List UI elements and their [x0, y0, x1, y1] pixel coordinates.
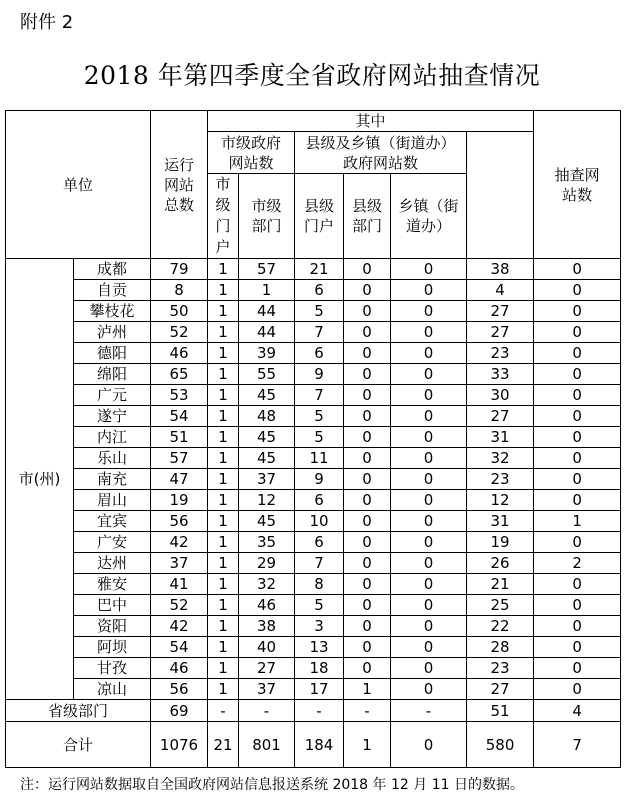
- cell-city-portal: 1: [208, 343, 239, 364]
- cell-city-portal: 1: [208, 595, 239, 616]
- cell-township: 0: [391, 722, 467, 768]
- cell-county-dept: 0: [344, 448, 391, 469]
- cell-total: 42: [151, 616, 208, 637]
- cell-county-dept: 0: [344, 385, 391, 406]
- cell-checked: 27: [467, 322, 534, 343]
- cell-county-dept: 0: [344, 511, 391, 532]
- cell-total: 50: [151, 301, 208, 322]
- table-row: [6, 553, 621, 574]
- cell-township: 0: [391, 553, 467, 574]
- cell-city-name: 攀枝花: [74, 301, 151, 322]
- cell-problem: 7: [534, 722, 621, 768]
- table-row: [6, 595, 621, 616]
- cell-county-dept: -: [344, 700, 391, 722]
- cell-total: 41: [151, 574, 208, 595]
- table-row: [6, 490, 621, 511]
- footnote: 注：运行网站数据取自全国政府网站信息报送系统 2018 年 12 月 11 日的数据。: [20, 777, 524, 793]
- cell-city-dept: 39: [239, 343, 295, 364]
- header-county-group: 县级及乡镇（街道办）政府网站数: [295, 132, 467, 174]
- provincial-row: [6, 700, 621, 722]
- cell-township: 0: [391, 385, 467, 406]
- cell-county-dept: 0: [344, 280, 391, 301]
- cell-city-name: 雅安: [74, 574, 151, 595]
- table-row: [6, 280, 621, 301]
- cell-county-portal: 7: [295, 553, 344, 574]
- cell-city-name: 宜宾: [74, 511, 151, 532]
- cell-city-dept: 40: [239, 637, 295, 658]
- cell-township: 0: [391, 322, 467, 343]
- cell-county-portal: 8: [295, 574, 344, 595]
- cell-problem: 0: [534, 532, 621, 553]
- table-row: [6, 532, 621, 553]
- cell-city-portal: 1: [208, 679, 239, 700]
- table-row: [6, 364, 621, 385]
- cell-city-dept: 46: [239, 595, 295, 616]
- cell-city-portal: 1: [208, 532, 239, 553]
- document-title: 2018 年第四季度全省政府网站抽查情况: [83, 61, 541, 90]
- cell-checked: 23: [467, 658, 534, 679]
- inspection-table: [5, 110, 621, 768]
- cell-county-portal: 6: [295, 490, 344, 511]
- cell-county-dept: 0: [344, 301, 391, 322]
- cell-city-portal: 1: [208, 259, 239, 280]
- cell-township: 0: [391, 616, 467, 637]
- cell-city-name: 南充: [74, 469, 151, 490]
- cell-city-portal: 1: [208, 469, 239, 490]
- cell-problem: 0: [534, 490, 621, 511]
- cell-city-portal: 1: [208, 511, 239, 532]
- cell-township: -: [391, 700, 467, 722]
- cell-city-portal: 1: [208, 364, 239, 385]
- cell-county-dept: 0: [344, 574, 391, 595]
- cell-city-name: 凉山: [74, 679, 151, 700]
- cell-township: 0: [391, 679, 467, 700]
- cell-problem: 0: [534, 616, 621, 637]
- cell-township: 0: [391, 301, 467, 322]
- cell-problem: 4: [534, 700, 621, 722]
- cell-county-portal: 7: [295, 322, 344, 343]
- cell-city-name: 绵阳: [74, 364, 151, 385]
- cell-city-name: 达州: [74, 553, 151, 574]
- cell-city-name: 阿坝: [74, 637, 151, 658]
- cell-problem: 0: [534, 637, 621, 658]
- table-row: [6, 301, 621, 322]
- cell-county-portal: 11: [295, 448, 344, 469]
- header-city-portal: 市级门户: [208, 174, 239, 259]
- cell-city-name: 自贡: [74, 280, 151, 301]
- cell-problem: 2: [534, 553, 621, 574]
- table-row: [6, 343, 621, 364]
- cell-problem: 0: [534, 595, 621, 616]
- cell-county-portal: 5: [295, 595, 344, 616]
- cell-township: 0: [391, 469, 467, 490]
- cell-county-portal: 10: [295, 511, 344, 532]
- cell-county-dept: 0: [344, 427, 391, 448]
- cell-total: 52: [151, 322, 208, 343]
- cell-city-name: 广元: [74, 385, 151, 406]
- cell-city-dept: -: [239, 700, 295, 722]
- table-row: [6, 385, 621, 406]
- cell-city-portal: 1: [208, 658, 239, 679]
- cell-county-dept: 0: [344, 469, 391, 490]
- provincial-label: 省级部门: [6, 700, 151, 722]
- cell-problem: 0: [534, 385, 621, 406]
- cell-city-dept: 45: [239, 448, 295, 469]
- cell-township: 0: [391, 406, 467, 427]
- cell-county-dept: 0: [344, 364, 391, 385]
- cell-township: 0: [391, 448, 467, 469]
- cell-checked: 19: [467, 532, 534, 553]
- cell-city-portal: 1: [208, 637, 239, 658]
- cell-city-dept: 32: [239, 574, 295, 595]
- cell-county-dept: 0: [344, 322, 391, 343]
- cell-city-dept: 55: [239, 364, 295, 385]
- cell-city-name: 德阳: [74, 343, 151, 364]
- table-row: [6, 469, 621, 490]
- cell-city-portal: 1: [208, 448, 239, 469]
- cell-city-name: 资阳: [74, 616, 151, 637]
- cell-city-dept: 57: [239, 259, 295, 280]
- cell-county-portal: 5: [295, 301, 344, 322]
- header-county-dept: 县级部门: [344, 174, 391, 259]
- cell-checked: 27: [467, 679, 534, 700]
- cell-city-dept: 37: [239, 679, 295, 700]
- cell-checked: 12: [467, 490, 534, 511]
- cell-problem: 0: [534, 427, 621, 448]
- header-among: 其中: [208, 111, 534, 132]
- cell-township: 0: [391, 427, 467, 448]
- cell-problem: 0: [534, 280, 621, 301]
- table-row: [6, 448, 621, 469]
- cell-city-name: 眉山: [74, 490, 151, 511]
- table-row: [6, 658, 621, 679]
- header-unit: 单位: [6, 111, 151, 259]
- cell-total: 57: [151, 448, 208, 469]
- cell-city-dept: 44: [239, 322, 295, 343]
- cell-checked: 4: [467, 280, 534, 301]
- cell-county-portal: 13: [295, 637, 344, 658]
- header-township: 乡镇（街道办）: [391, 174, 467, 259]
- cell-city-dept: 801: [239, 722, 295, 768]
- cell-checked: 22: [467, 616, 534, 637]
- cell-city-name: 巴中: [74, 595, 151, 616]
- table-row: [6, 616, 621, 637]
- cell-city-dept: 27: [239, 658, 295, 679]
- table-row: [6, 574, 621, 595]
- table-header: [6, 111, 621, 259]
- cell-county-dept: 0: [344, 259, 391, 280]
- cell-checked: 38: [467, 259, 534, 280]
- table-footer: [6, 700, 621, 768]
- cell-checked: 21: [467, 574, 534, 595]
- cell-county-dept: 0: [344, 658, 391, 679]
- cell-county-dept: 0: [344, 532, 391, 553]
- cell-total: 52: [151, 595, 208, 616]
- table-row: [6, 637, 621, 658]
- cell-county-portal: 21: [295, 259, 344, 280]
- cell-checked: 31: [467, 511, 534, 532]
- cell-county-dept: 0: [344, 616, 391, 637]
- cell-county-portal: 18: [295, 658, 344, 679]
- cell-city-portal: 1: [208, 490, 239, 511]
- cell-county-dept: 1: [344, 679, 391, 700]
- cell-county-portal: 6: [295, 343, 344, 364]
- cell-problem: 0: [534, 469, 621, 490]
- cell-city-name: 成都: [74, 259, 151, 280]
- cell-county-dept: 0: [344, 343, 391, 364]
- cell-city-dept: 48: [239, 406, 295, 427]
- cell-total: 37: [151, 553, 208, 574]
- cell-problem: 0: [534, 679, 621, 700]
- cell-checked: 23: [467, 343, 534, 364]
- cell-township: 0: [391, 280, 467, 301]
- cell-township: 0: [391, 364, 467, 385]
- cell-city-name: 遂宁: [74, 406, 151, 427]
- table-row: [6, 679, 621, 700]
- cell-problem: 0: [534, 259, 621, 280]
- cell-county-dept: 0: [344, 406, 391, 427]
- header-city-dept: 市级部门: [239, 174, 295, 259]
- cell-total: 69: [151, 700, 208, 722]
- table-row: [6, 322, 621, 343]
- cell-county-dept: 0: [344, 595, 391, 616]
- cell-total: 56: [151, 679, 208, 700]
- cell-checked: 27: [467, 406, 534, 427]
- header-county-portal: 县级门户: [295, 174, 344, 259]
- cell-city-name: 乐山: [74, 448, 151, 469]
- cell-total: 8: [151, 280, 208, 301]
- cell-total: 46: [151, 658, 208, 679]
- cell-city-name: 甘孜: [74, 658, 151, 679]
- table-row: [6, 427, 621, 448]
- cell-city-portal: 21: [208, 722, 239, 768]
- cell-county-portal: 6: [295, 532, 344, 553]
- cell-county-portal: 5: [295, 406, 344, 427]
- cell-county-portal: 9: [295, 364, 344, 385]
- cell-city-dept: 38: [239, 616, 295, 637]
- cell-county-dept: 1: [344, 722, 391, 768]
- cell-township: 0: [391, 637, 467, 658]
- cell-township: 0: [391, 532, 467, 553]
- cell-city-portal: 1: [208, 385, 239, 406]
- cell-city-dept: 45: [239, 385, 295, 406]
- cell-county-dept: 0: [344, 637, 391, 658]
- cell-total: 56: [151, 511, 208, 532]
- cell-county-portal: 5: [295, 427, 344, 448]
- table-body: [6, 259, 621, 700]
- cell-city-portal: 1: [208, 280, 239, 301]
- cell-county-dept: 0: [344, 553, 391, 574]
- cell-city-portal: 1: [208, 406, 239, 427]
- group-label-city: 市(州): [6, 259, 74, 700]
- cell-problem: 0: [534, 574, 621, 595]
- cell-city-name: 广安: [74, 532, 151, 553]
- cell-township: 0: [391, 343, 467, 364]
- cell-total: 51: [151, 427, 208, 448]
- cell-county-portal: 184: [295, 722, 344, 768]
- total-label: 合计: [6, 722, 151, 768]
- cell-city-dept: 1: [239, 280, 295, 301]
- cell-total: 46: [151, 343, 208, 364]
- cell-county-dept: 0: [344, 490, 391, 511]
- cell-checked: 23: [467, 469, 534, 490]
- cell-township: 0: [391, 259, 467, 280]
- cell-problem: 0: [534, 658, 621, 679]
- cell-checked: 26: [467, 553, 534, 574]
- cell-city-portal: 1: [208, 574, 239, 595]
- cell-problem: 0: [534, 364, 621, 385]
- cell-checked: 30: [467, 385, 534, 406]
- cell-county-portal: 3: [295, 616, 344, 637]
- cell-problem: 0: [534, 301, 621, 322]
- cell-checked: 33: [467, 364, 534, 385]
- cell-township: 0: [391, 490, 467, 511]
- cell-problem: 0: [534, 448, 621, 469]
- cell-total: 65: [151, 364, 208, 385]
- header-checked: 抽查网站数: [534, 111, 621, 259]
- header-city-group: 市级政府网站数: [208, 132, 295, 174]
- table-row: [6, 406, 621, 427]
- table-row: [6, 511, 621, 532]
- cell-city-portal: 1: [208, 553, 239, 574]
- attachment-label: 附件 2: [20, 12, 74, 33]
- cell-problem: 0: [534, 406, 621, 427]
- cell-city-dept: 37: [239, 469, 295, 490]
- cell-county-portal: -: [295, 700, 344, 722]
- cell-township: 0: [391, 511, 467, 532]
- cell-city-dept: 29: [239, 553, 295, 574]
- cell-checked: 51: [467, 700, 534, 722]
- cell-checked: 27: [467, 301, 534, 322]
- cell-city-portal: 1: [208, 322, 239, 343]
- cell-total: 1076: [151, 722, 208, 768]
- cell-county-portal: 9: [295, 469, 344, 490]
- cell-total: 19: [151, 490, 208, 511]
- header-total: 运行网站总数: [151, 111, 208, 259]
- cell-problem: 0: [534, 343, 621, 364]
- cell-checked: 25: [467, 595, 534, 616]
- cell-checked: 580: [467, 722, 534, 768]
- cell-city-dept: 12: [239, 490, 295, 511]
- cell-city-name: 内江: [74, 427, 151, 448]
- cell-checked: 32: [467, 448, 534, 469]
- cell-total: 54: [151, 637, 208, 658]
- cell-township: 0: [391, 595, 467, 616]
- cell-total: 47: [151, 469, 208, 490]
- cell-total: 54: [151, 406, 208, 427]
- cell-city-dept: 44: [239, 301, 295, 322]
- cell-city-dept: 35: [239, 532, 295, 553]
- cell-county-portal: 6: [295, 280, 344, 301]
- cell-township: 0: [391, 658, 467, 679]
- cell-city-portal: 1: [208, 301, 239, 322]
- cell-city-portal: 1: [208, 427, 239, 448]
- cell-checked: 28: [467, 637, 534, 658]
- cell-total: 42: [151, 532, 208, 553]
- cell-city-dept: 45: [239, 511, 295, 532]
- cell-problem: 0: [534, 322, 621, 343]
- cell-total: 79: [151, 259, 208, 280]
- table-row: [6, 259, 621, 280]
- cell-checked: 31: [467, 427, 534, 448]
- cell-city-name: 泸州: [74, 322, 151, 343]
- cell-total: 53: [151, 385, 208, 406]
- cell-city-portal: 1: [208, 616, 239, 637]
- cell-city-portal: -: [208, 700, 239, 722]
- cell-problem: 1: [534, 511, 621, 532]
- total-row: [6, 722, 621, 768]
- cell-county-portal: 17: [295, 679, 344, 700]
- cell-city-dept: 45: [239, 427, 295, 448]
- cell-township: 0: [391, 574, 467, 595]
- cell-county-portal: 7: [295, 385, 344, 406]
